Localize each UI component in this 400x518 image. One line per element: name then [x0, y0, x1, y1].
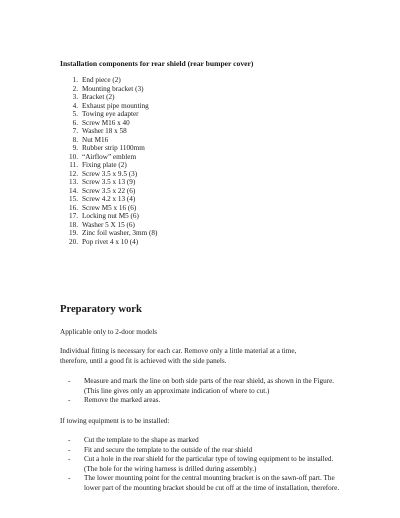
- list-item: [64, 204, 157, 213]
- item-number: 5.: [72, 110, 78, 118]
- list-item: [68, 446, 346, 456]
- list-item: [68, 377, 346, 396]
- item-number: 1.: [72, 76, 78, 84]
- item-number: 10.: [69, 152, 78, 161]
- item-text: Exhaust pipe mounting: [82, 101, 149, 110]
- list-item: [64, 221, 157, 230]
- item-text: Washer 18 x 58: [82, 127, 127, 135]
- item-number: 12.: [69, 169, 78, 178]
- list-item: [68, 396, 346, 406]
- list-item: [68, 455, 346, 474]
- item-text: “Airflow” emblem: [82, 152, 137, 161]
- list-item: [64, 136, 157, 145]
- dash-bullet: -: [68, 474, 71, 483]
- item-number: 14.: [69, 186, 78, 195]
- dash-bullet: -: [68, 455, 71, 464]
- list-item: [64, 85, 157, 94]
- list-item: [64, 178, 157, 187]
- list-item: [64, 144, 157, 153]
- item-number: 9.: [72, 144, 78, 152]
- item-text: Towing eye adapter: [82, 110, 139, 118]
- list-item: [64, 212, 157, 221]
- item-number: 16.: [69, 203, 78, 212]
- list-item: [64, 127, 157, 136]
- item-number: 20.: [69, 237, 78, 246]
- item-number: 3.: [72, 93, 78, 101]
- fitting-paragraph-line-2: therefore, until a good fit is achieved with the side panels.: [60, 357, 227, 365]
- item-text: Washer 5 X 15 (6): [82, 220, 135, 229]
- applicability-note: Applicable only to 2-door models: [60, 328, 158, 336]
- list-item: [64, 102, 157, 111]
- item-text: Rubber strip 1100mm: [82, 144, 145, 152]
- item-text: Screw 4.2 x 13 (4): [82, 195, 136, 203]
- item-text: Screw M16 x 40: [82, 118, 130, 127]
- item-number: 13.: [69, 178, 78, 186]
- step-text: Fit and secure the template to the outside of the rear shield: [84, 445, 253, 454]
- components-heading: Installation components for rear shield (rear bumper cover): [60, 59, 254, 68]
- list-item: [64, 238, 157, 247]
- item-text: Screw 3.5 x 13 (9): [82, 178, 136, 186]
- item-number: 6.: [72, 118, 78, 127]
- item-text: Locking nut M5 (6): [82, 212, 139, 220]
- list-item: [64, 161, 157, 170]
- item-text: Mounting bracket (3): [82, 84, 144, 93]
- item-text: Screw 3.5 x 9.5 (3): [82, 169, 138, 178]
- dash-bullet: -: [68, 396, 71, 405]
- dash-bullet: -: [68, 436, 71, 444]
- list-item: [64, 229, 157, 238]
- item-text: Screw 3.5 x 22 (6): [82, 186, 136, 195]
- components-list: [64, 76, 157, 246]
- list-item: [64, 93, 157, 102]
- step-text: Cut the template to the shape as marked: [84, 436, 199, 444]
- dash-bullet: -: [68, 377, 71, 385]
- item-number: 18.: [69, 220, 78, 229]
- item-text: Pop rivet 4 x 10 (4): [82, 237, 139, 246]
- dash-bullet: -: [68, 445, 71, 454]
- list-item: [64, 187, 157, 196]
- item-text: Bracket (2): [82, 93, 115, 101]
- towing-steps-list: [68, 436, 346, 494]
- step-text: Remove the marked areas.: [84, 396, 161, 405]
- step-text: Cut a hole in the rear shield for the particular type of towing equipment to be installed. (The hole for the wiring harness is drilled during assembly.): [84, 455, 334, 473]
- list-item: [64, 153, 157, 162]
- fitting-paragraph-line-1: Individual fitting is necessary for each car. Remove only a little material at a time,: [60, 347, 297, 355]
- item-number: 11.: [69, 161, 78, 169]
- list-item: [64, 110, 157, 119]
- item-text: End piece (2): [82, 76, 121, 84]
- step-text: The lower mounting point for the central mounting bracket is on the sawn-off part. The lower part of the mounting bracket should be cut off at the time of installation, therefore.: [84, 474, 340, 492]
- item-number: 19.: [69, 229, 78, 237]
- item-number: 17.: [69, 212, 78, 220]
- preparatory-work-heading: Preparatory work: [60, 304, 142, 315]
- step-text: Measure and mark the line on both side parts of the rear shield, as shown in the Figure. (This line gives only an approximate indication of where to cut.): [84, 377, 335, 395]
- list-item: [64, 76, 157, 85]
- item-text: Nut M16: [82, 135, 109, 144]
- list-item: [64, 195, 157, 204]
- cutting-steps-list: [68, 377, 346, 406]
- item-number: 8.: [72, 135, 78, 144]
- item-number: 2.: [72, 84, 78, 93]
- list-item: [68, 474, 346, 493]
- item-text: Fixing plate (2): [82, 161, 127, 169]
- towing-intro: If towing equipment is to be installed:: [60, 417, 170, 425]
- item-number: 15.: [69, 195, 78, 203]
- list-item: [68, 436, 346, 446]
- item-text: Zinc foil washer, 3mm (8): [82, 229, 158, 237]
- item-number: 4.: [72, 101, 78, 110]
- item-number: 7.: [72, 127, 78, 135]
- list-item: [64, 170, 157, 179]
- list-item: [64, 119, 157, 128]
- item-text: Screw M5 x 16 (6): [82, 203, 137, 212]
